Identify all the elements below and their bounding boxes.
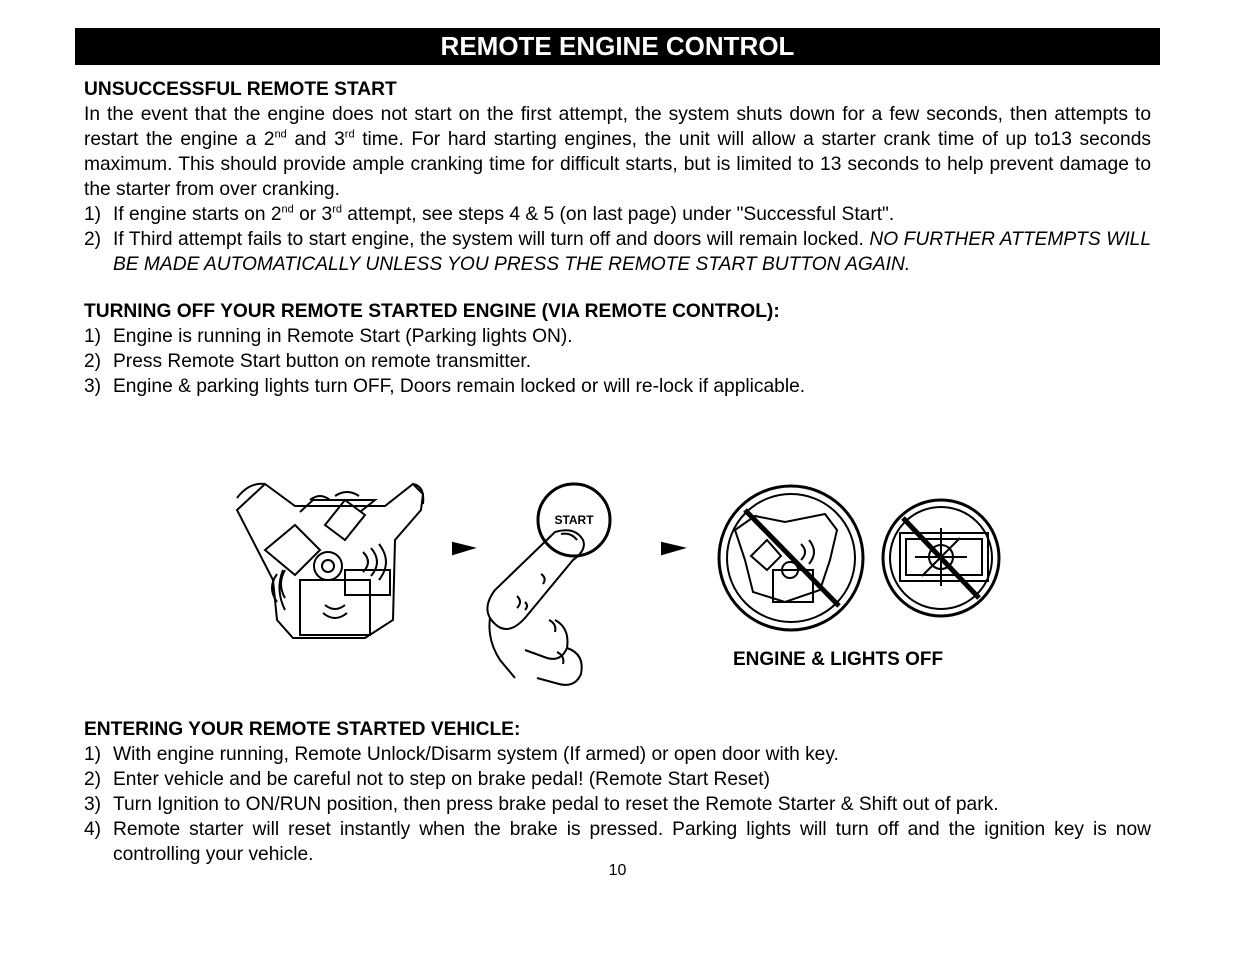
list-text [113, 202, 1151, 227]
list-item [84, 349, 1151, 374]
list-number: 1) [84, 204, 102, 225]
para-text-c: time. For hard starting engines, the unit will allow a starter crank time of up to13 seconds maximum. This should provide ample cranking time for difficult starts, but is limited to 13 seconds to help prevent damage to the starter from over cranking. [84, 129, 1151, 200]
arrow-right-icon [662, 543, 683, 554]
item-text-a: If engine starts on 2 [113, 204, 282, 225]
list-number: 1) [84, 744, 102, 765]
list-item [84, 742, 1151, 767]
list-text: Engine is running in Remote Start (Parking lights ON). [113, 326, 573, 347]
para-text-b: and 3 [286, 129, 345, 150]
list-text [113, 227, 1151, 277]
superscript-rd: rd [344, 128, 355, 141]
list-item [84, 792, 1151, 817]
section-entering [84, 717, 1151, 867]
list-number: 4) [84, 819, 102, 840]
item-text-a: If Third attempt fails to start engine, the system will turn off and doors will remain locked. [113, 229, 870, 250]
finger-icon [487, 530, 583, 685]
list-item [84, 767, 1151, 792]
heading-unsuccessful-start: UNSUCCESSFUL REMOTE START [84, 79, 397, 100]
list-item [84, 817, 1151, 867]
engine-icon [237, 484, 423, 638]
list-item [84, 374, 1151, 399]
page-number: 10 [608, 862, 627, 879]
section-top [84, 77, 1151, 399]
item-text-b: or 3 [293, 204, 333, 225]
engine-off-icon [719, 486, 863, 630]
superscript-nd: nd [274, 128, 287, 141]
figure-caption: ENGINE & LIGHTS OFF [733, 649, 944, 670]
list-item [84, 227, 1151, 277]
list-item [84, 324, 1151, 349]
list-text: With engine running, Remote Unlock/Disarm system (If armed) or open door with key. [113, 744, 839, 765]
list-text: Turn Ignition to ON/RUN position, then press brake pedal to reset the Remote Starter & Shift out of park. [113, 794, 999, 815]
list-number: 1) [84, 326, 102, 347]
start-button-label: START [554, 513, 594, 527]
heading-turning-off: TURNING OFF YOUR REMOTE STARTED ENGINE (VIA REMOTE CONTROL): [84, 301, 780, 322]
list-text: Enter vehicle and be careful not to step on brake pedal! (Remote Start Reset) [113, 769, 771, 790]
superscript-rd: rd [332, 203, 342, 216]
heading-entering-vehicle: ENTERING YOUR REMOTE STARTED VEHICLE: [84, 719, 521, 740]
superscript-nd: nd [281, 203, 294, 216]
list-number: 3) [84, 794, 102, 815]
list-text: Engine & parking lights turn OFF, Doors remain locked or will re-lock if applicable. [113, 376, 806, 397]
list-number: 3) [84, 376, 102, 397]
list-number: 2) [84, 351, 102, 372]
illustration [225, 470, 1025, 710]
list-number: 2) [84, 769, 102, 790]
list-item [84, 202, 1151, 227]
paragraph-unsuccessful-start [84, 102, 1151, 202]
lights-off-icon [883, 500, 999, 616]
item-warning-text: NO FURTHER ATTEMPTS WILL BE MADE AUTOMATICALLY UNLESS YOU PRESS THE REMOTE START BUTTON AGAIN. [113, 229, 1151, 275]
list-number: 2) [84, 229, 102, 250]
page-title: REMOTE ENGINE CONTROL [75, 28, 1160, 65]
para-text-a: In the event that the engine does not start on the first attempt, the system shuts down for a few seconds, then attempts to restart the engine a 2 [84, 104, 1151, 150]
list-text: Press Remote Start button on remote transmitter. [113, 351, 532, 372]
item-text-c: attempt, see steps 4 & 5 (on last page) under "Successful Start". [341, 204, 895, 225]
arrow-right-icon [453, 543, 473, 554]
list-text: Remote starter will reset instantly when the brake is pressed. Parking lights will turn off and the ignition key is now controlling your vehicle. [113, 819, 1151, 865]
